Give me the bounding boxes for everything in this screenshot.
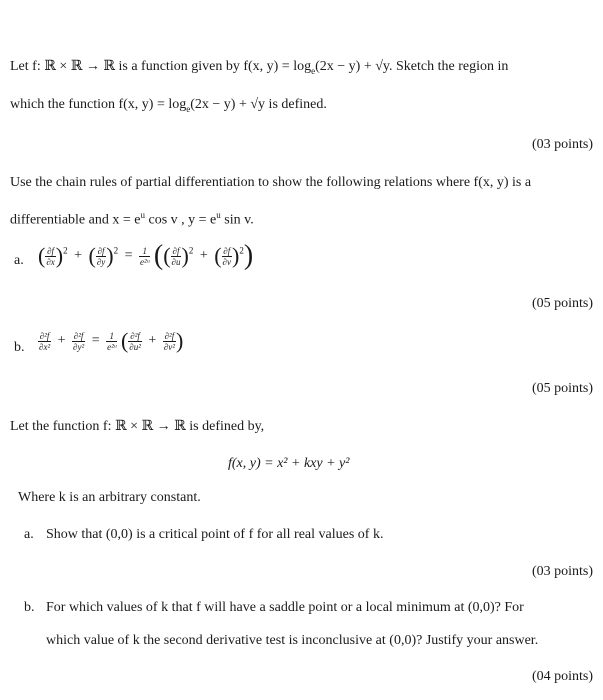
q3-intro: Let the function f: ℝ × ℝ → ℝ is defined by,	[10, 419, 265, 434]
q2-a-label: a.	[14, 253, 24, 268]
q3-a-points: (03 points)	[531, 564, 593, 579]
q3-b-line2: which value of k the second derivative test is inconclusive at (0,0)? Justify your answer.	[46, 633, 539, 648]
q3-a-label: a.	[24, 527, 34, 542]
q3-b-line1: For which values of k that f will have a saddle point or a local minimum at (0,0)? For	[46, 600, 524, 615]
q2-line1: Use the chain rules of partial differentiation to show the following relations where f(x, y) is a	[10, 175, 532, 190]
q1-line2: which the function f(x, $y) = \log_e(2x - y) + √y$ is defined.	[10, 97, 327, 114]
q2-a-equation: ( $\frac{\partial f}{\partial x}$ )$^2$ + ( $\frac{\partial f}{\partial y}$ )$^2$ = $\frac{1}{\text{e²ᵘ}}$ (( $\frac{\partial f}{\partial u}$ )$^2$ + ( $\frac{\partial f}{\partial v}$ )$^2$)	[38, 240, 254, 271]
q3-where: Where k is an arbitrary constant.	[18, 490, 201, 505]
q2-b-label: b.	[14, 340, 25, 355]
q1-points: (03 points)	[531, 137, 593, 152]
q3-formula: f(x, y) = x² + kxy + y²	[228, 456, 350, 471]
q1-line1: Let f: ℝ × ℝ → ℝ is a function given by f(x, $y) = \log_e(2x - y) + √y$. Sketch the region in	[10, 59, 509, 76]
q3-a-text: Show that (0,0) is a critical point of f for all real values of k.	[46, 527, 384, 542]
q2-a-points: (05 points)	[531, 296, 593, 311]
q3-b-points: (04 points)	[531, 669, 593, 684]
q2-b-equation: $\frac{\text{∂²f}}{\text{∂x²}}$ + $\frac{\text{∂²f}}{\text{∂y²}}$ = $\frac{1}{\text{e²ᵘ}}$ ( $\frac{\text{∂²f}}{\text{∂u²}}$ + $\frac{\text{∂²f}}{\text{∂v²}}$ )	[39, 328, 184, 353]
q2-line2: differentiable and $x = e^u$ cos v , $y = e^u$ sin v.	[10, 210, 254, 228]
q3-b-label: b.	[24, 600, 35, 615]
q2-b-points: (05 points)	[531, 381, 593, 396]
